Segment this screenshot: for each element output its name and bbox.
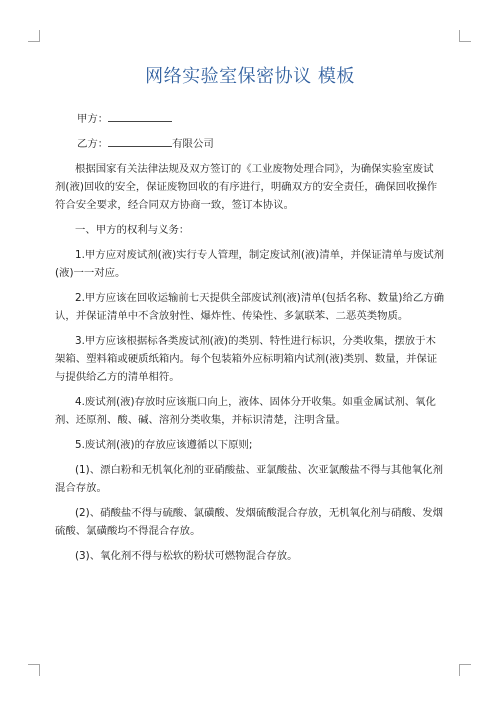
paragraph-line: 符合安全要求，经合同双方协商一致，签订本协议。 [55,199,294,211]
paragraph-line: 与提供给乙方的清单相符。 [55,371,180,383]
paragraph-line: 认，并保证清单中不含放射性、爆炸性、传染性、多氯联苯、二恶英类物质。 [55,310,409,322]
paragraph-line: 1.甲方应对废试剂(液)实行专人管理，制定废试剂(液)清单，并保证清单与废试剂 [75,249,445,261]
item-3 [55,332,448,386]
party-a-blank [108,110,172,122]
crop-mark-bottom-right [459,664,471,676]
paragraph-line: (液)一一对应。 [55,267,126,279]
paragraph-line: 2.甲方应该在回收运输前七天提供全部废试剂(液)清单(包括名称、数量)给乙方确 [75,292,445,304]
item-5-1 [55,461,448,497]
paragraph-line: (1)、漂白粉和无机氧化剂的亚硝酸盐、亚氯酸盐、次亚氯酸盐不得与其他氧化剂 [75,464,443,476]
crop-mark-top-left [28,30,40,42]
item-1 [55,246,448,282]
intro-paragraph [55,160,448,214]
paragraph-line: (2)、硝酸盐不得与硫酸、氯磺酸、发烟硫酸混合存放，无机氧化剂与硝酸、发烟 [75,507,443,519]
paragraph-line: 4.废试剂(液)存放时应该瓶口向上，液体、固体分开收集。如重金属试剂、氧化 [75,396,436,408]
paragraph-line: 根据国家有关法律法规及双方签订的《工业废物处理合同》，为确保实验室废试 [75,163,434,175]
crop-mark-bottom-left [28,664,40,676]
item-5-2 [55,504,448,540]
party-b-label: 乙方： [77,138,109,150]
party-b-suffix: 有限公司 [172,138,214,150]
section-heading: 一、甲方的权利与义务： [75,224,190,236]
document-body [55,110,448,565]
item-2 [55,289,448,325]
item-5-3 [55,547,448,565]
crop-mark-top-right [459,30,471,42]
item-5 [55,436,448,454]
party-b-blank [108,135,172,147]
paragraph-line: 5.废试剂(液)的存放应该遵循以下原则; [75,439,253,451]
paragraph-line: 剂(液)回收的安全，保证废物回收的有序进行，明确双方的安全责任，确保回收操作 [55,181,438,193]
party-b-line [55,135,448,153]
paragraph-line: 架箱、塑料箱或硬质纸箱内。每个包装箱外应标明箱内试剂(液)类别、数量，并保证 [55,353,438,365]
paragraph-line: 混合存放。 [55,482,107,494]
paragraph-line: 剂、还原剂、酸、碱、溶剂分类收集，并标识清楚，注明含量。 [55,414,346,426]
document-title: 网络实验室保密协议 模板 [145,66,355,87]
paragraph-line: 硫酸、氯磺酸均不得混合存放。 [55,525,201,537]
paragraph-line: (3)、氧化剂不得与松软的粉状可燃物混合存放。 [75,550,298,562]
party-a-label: 甲方： [77,113,109,125]
item-4 [55,393,448,429]
party-a-line [55,110,448,128]
paragraph-line: 3.甲方应该根据标各类废试剂(液)的类别、特性进行标识，分类收集，摆放于木 [75,335,436,347]
